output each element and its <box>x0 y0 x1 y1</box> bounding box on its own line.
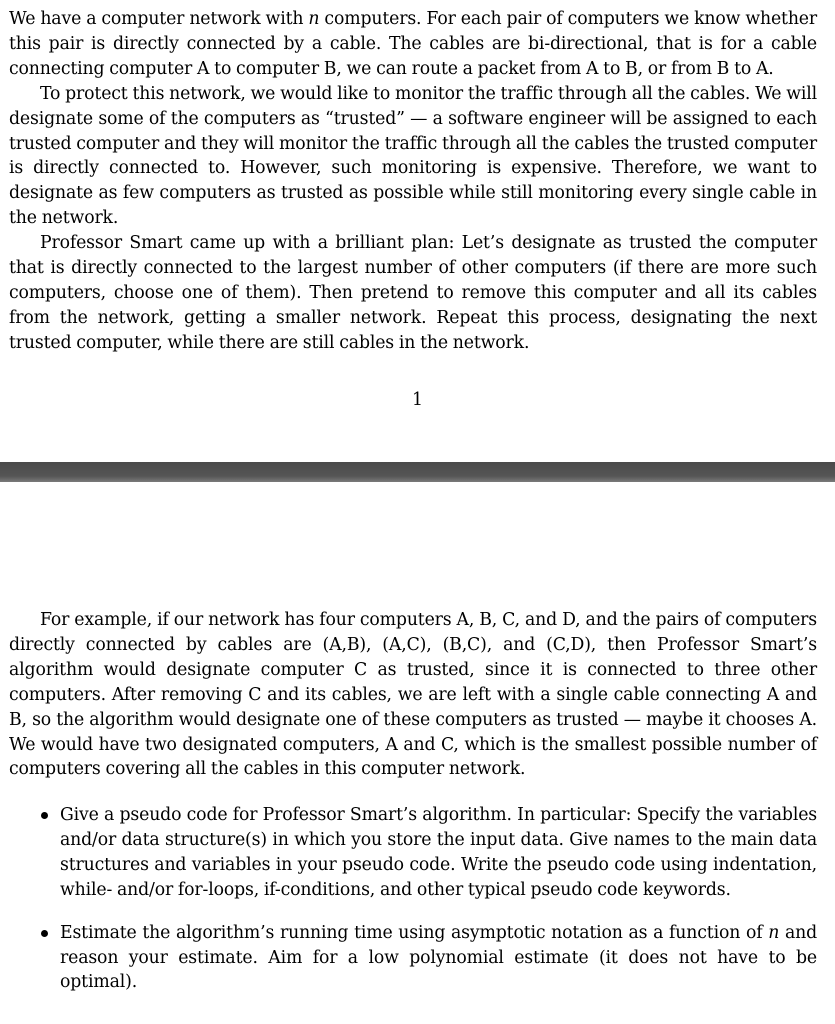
document-page-2 <box>0 482 835 1024</box>
professor-plan-paragraph: Professor Smart came up with a brilliant plan: Let’s designate as trusted the computer that is directly connected to the largest number of other computers (if there are more such computers, choose one of them). Then pretend to remove this computer and all its cables from the network, getting a smaller network. Repeat this process, designating the next trusted computer, while there are still cables in the network. <box>9 233 817 353</box>
page-number: 1 <box>412 390 423 410</box>
document-page-1 <box>0 0 835 462</box>
bullet-icon <box>41 930 48 937</box>
task-list <box>9 803 817 995</box>
page-1-text <box>9 7 817 356</box>
page-2-text <box>9 608 817 782</box>
intro-paragraph: We have a computer network with n computers. For each pair of computers we know whether this pair is directly connected by a cable. The cables are bi-directional, that is for a cable connecting computer A to computer B, we can route a packet from A to B, or from B to A. <box>9 9 817 79</box>
variable-n: n <box>308 9 320 29</box>
example-paragraph: For example, if our network has four computers A, B, C, and D, and the pairs of computers directly connected by cables are (A,B), (A,C), (B,C), and (C,D), then Professor Smart’s algorithm would designate computer C as trusted, since it is connected to three other computers. After removing C and its cables, we are left with a single cable connecting A and B, so the algorithm would designate one of these computers as trusted — maybe it chooses A. We would have two designated computers, A and C, which is the smallest possible number of computers covering all the cables in this computer network. <box>9 610 817 780</box>
task-pseudo-code: Give a pseudo code for Professor Smart’s algorithm. In particular: Specify the variables and/or data structure(s) in which you store the input data. Give names to the main data structures and variables in your pseudo code. Write the pseudo code using indentation, while- and/or for-loops, if-conditions, and other typical pseudo code keywords. <box>9 803 817 903</box>
task-running-time: Estimate the algorithm’s running time using asymptotic notation as a function of n and reason your estimate. Aim for a low polynomial estimate (it does not have to be optimal). <box>9 921 817 996</box>
variable-n: n <box>768 922 780 943</box>
monitoring-paragraph: To protect this network, we would like to monitor the traffic through all the cables. We will designate some of the computers as “trusted” — a software engineer will be assigned to each trusted computer and they will monitor the traffic through all the cables the trusted computer is directly connected to. However, such monitoring is expensive. Therefore, we want to designate as few computers as trusted as possible while still monitoring every single cable in the network. <box>9 83 817 229</box>
page-separator <box>0 462 835 482</box>
bullet-icon <box>41 812 48 819</box>
